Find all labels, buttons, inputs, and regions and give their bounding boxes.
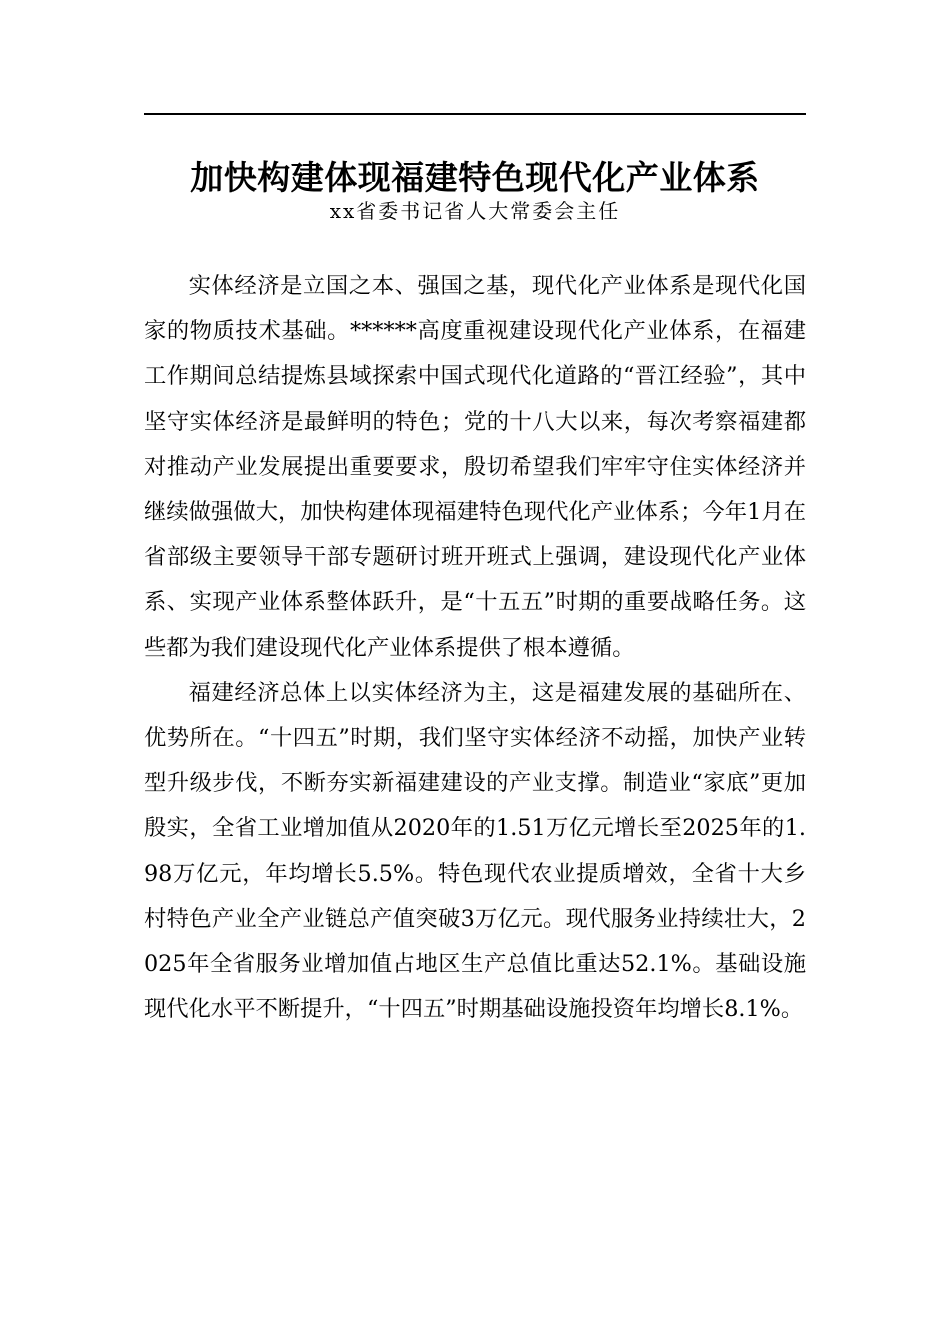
author-line: xx省委书记省人大常委会主任 <box>329 199 621 223</box>
document-title: 加快构建体现福建特色现代化产业体系 <box>190 158 760 197</box>
paragraph-2: 福建经济总体上以实体经济为主，这是福建发展的基础所在、优势所在。“十四五”时期，我们坚守实体经济不动摇，加快产业转型升级步伐，不断夯实新福建建设的产业支撑。制造业“家底”更加殷实，全省工业增加值从2020年的1.51万亿元增长至2025年的1.98万亿元，年均增长5.5%。特色现代农业提质增效，全省十大乡村特色产业全产业链总产值突破3万亿元。现代服务业持续壮大，2025年全省服务业增加值占地区生产总值比重达52.1%。基础设施现代化水平不断提升，“十四五”时期基础设施投资年均增长8.1%。 <box>144 679 806 1023</box>
header-rule <box>144 113 806 115</box>
paragraph-1: 实体经济是立国之本、强国之基，现代化产业体系是现代化国家的物质技术基础。******高度重视建设现代化产业体系，在福建工作期间总结提炼县域探索中国式现代化道路的“晋江经验”，其中坚守实体经济是最鲜明的特色；党的十八大以来，每次考察福建都对推动产业发展提出重要要求，殷切希望我们牢牢守住实体经济并继续做强做大，加快构建体现福建特色现代化产业体系；今年1月在省部级主要领导干部专题研讨班开班式上强调，建设现代化产业体系、实现产业体系整体跃升，是“十五五”时期的重要战略任务。这些都为我们建设现代化产业体系提供了根本遵循。 <box>144 273 806 661</box>
document-body <box>144 264 806 1032</box>
